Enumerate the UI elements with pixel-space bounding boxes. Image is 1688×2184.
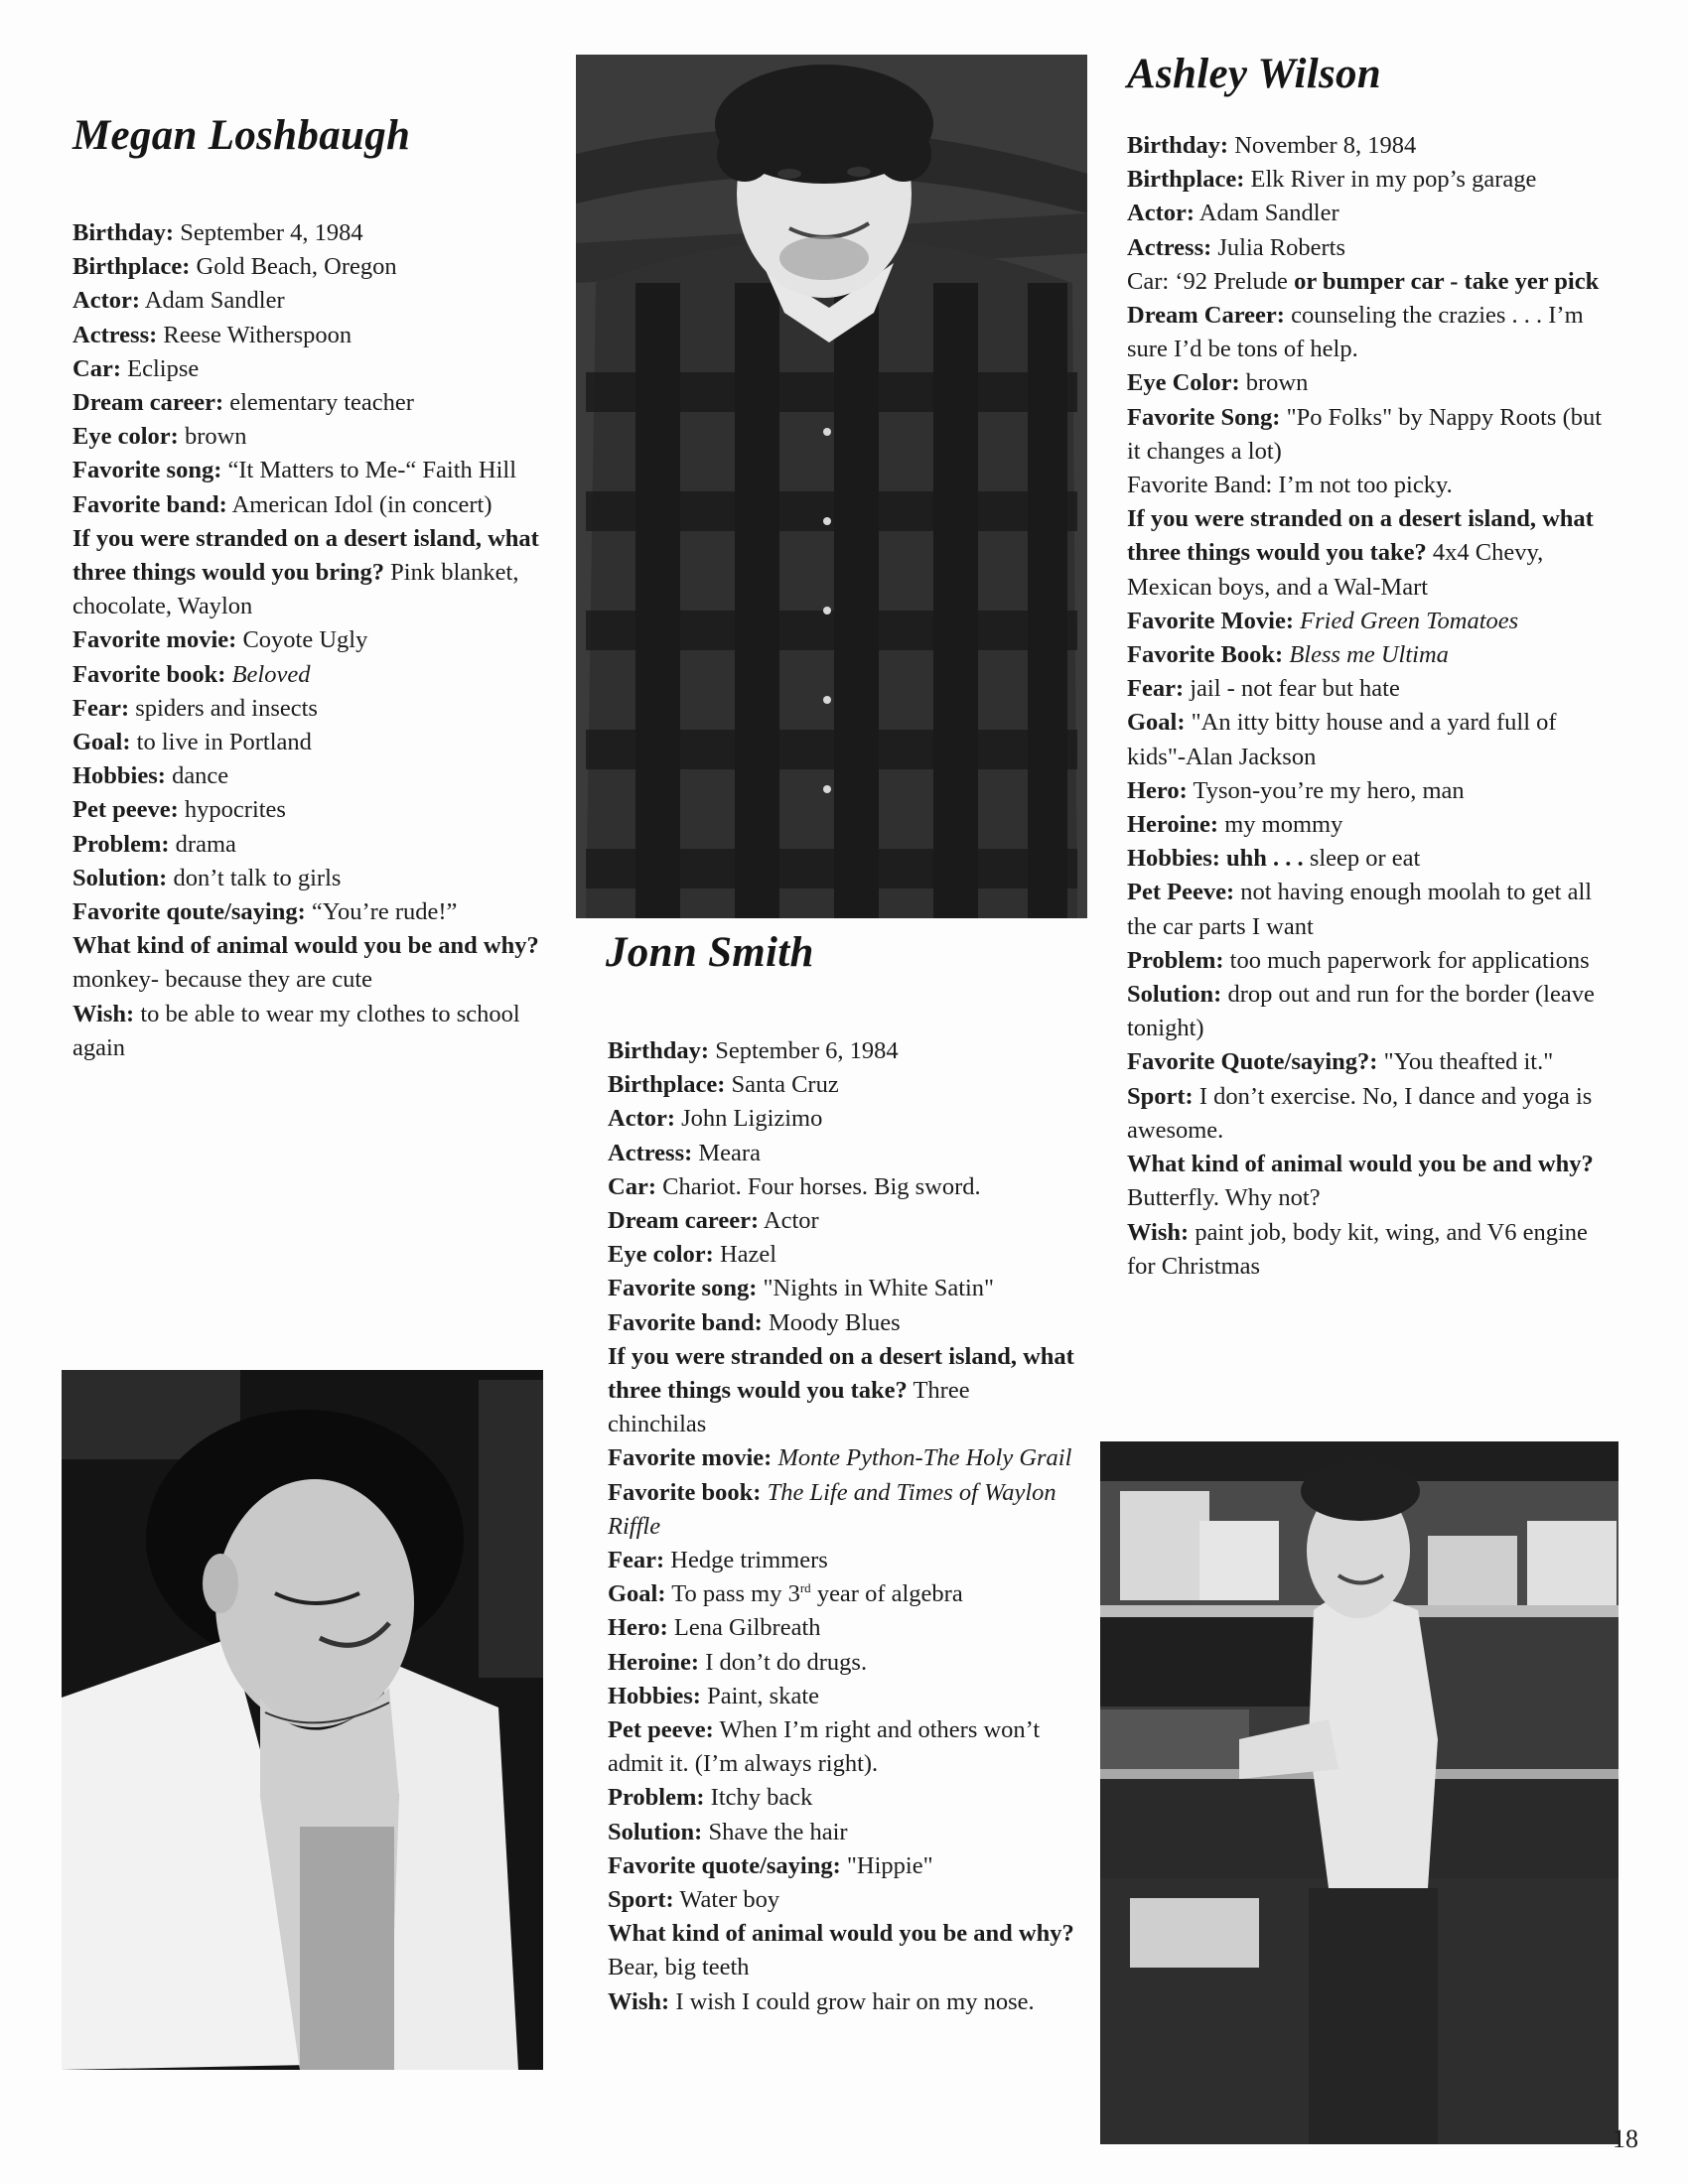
bio-line [608,1611,1074,1645]
bio-value: “It Matters to Me-“ Faith Hill [221,457,517,484]
bio-value: spiders and insects [129,694,318,722]
bio-line [72,250,539,284]
photo-jonn [576,55,1087,918]
bio-label: Problem: [1127,946,1224,974]
bio-line [1127,672,1614,706]
bio-line [608,1781,1074,1815]
bio-line [1127,129,1614,163]
bio-line [1127,197,1614,230]
bio-label: Fear: [608,1547,665,1574]
bio-value: I don’t do drugs. [699,1648,868,1676]
bio-line [1127,299,1614,366]
bio-label: Hobbies: [72,762,166,790]
bio-line [72,828,539,862]
bio-value: I don’t exercise. No, I dance and yoga is awesome. [1127,1082,1593,1144]
bio-value: Moody Blues [762,1308,901,1336]
bio-line [1127,163,1614,197]
bio-label: Birthplace: [72,253,191,281]
bio-label: Pet peeve: [72,796,179,824]
bio-label: What kind of animal would you be and why? [608,1920,1074,1948]
bio-value: Coyote Ugly [236,626,368,654]
page-number: 18 [1613,2124,1638,2153]
bio-label: Solution: [72,864,168,891]
bio-line [72,488,539,522]
bio-line [1127,944,1614,978]
bio-label: Solution: [1127,981,1222,1009]
bio-value: Three chinchilas [608,1377,970,1438]
bio-label: Fear: [72,694,130,722]
bio-line [1127,469,1614,502]
bio-line [608,1068,1074,1102]
bio-line [1127,1080,1614,1148]
bio-line [72,284,539,318]
bio-value: "Hippie" [840,1851,933,1879]
bio-label: Goal: [1127,709,1186,737]
bio-line [72,319,539,352]
bio-label: Actress: [72,321,158,348]
bio-line [608,1985,1074,2019]
bio-line [608,1476,1074,1544]
bio-value: Pink blanket, chocolate, Waylon [72,559,519,620]
bio-line [72,929,539,997]
bio-value: paint job, body kit, wing, and V6 engine for Christmas [1127,1218,1588,1280]
bio-label: Favorite book: [608,1478,762,1506]
bio-line [608,1238,1074,1272]
bio-value: to live in Portland [130,729,312,756]
bio-label: Birthday: [1127,132,1229,159]
bio-value: Santa Cruz [725,1071,839,1099]
bio-label: Favorite song: [608,1275,758,1302]
bio-label: Wish: [72,1000,135,1027]
bio-value: Monte Python-The Holy Grail [777,1444,1072,1472]
bio-line [72,623,539,657]
bio-value: Itchy back [704,1784,813,1812]
bio-line [608,1680,1074,1713]
bio-value: Adam Sandler [140,287,285,315]
bio-value: 4x4 Chevy, Mexican boys, and a Wal-Mart [1127,539,1544,601]
bio-value: Butterfly. Why not? [1127,1184,1321,1212]
bio-line [608,1917,1074,1984]
bio-label: Favorite movie: [608,1444,773,1472]
bio-line [608,1204,1074,1238]
bio-value: too much paperwork for applications [1223,946,1590,974]
bio-label: What kind of animal would you be and why? [1127,1151,1594,1178]
portrait-image [576,55,1087,918]
bio-label: Hobbies: uhh . . . [1127,845,1304,873]
bio-value: brown [1239,369,1309,397]
profile-bio-megan [72,216,539,1065]
bio-label: Solution: [608,1818,703,1845]
bio-label: Favorite band: [72,490,227,518]
bio-line [608,1646,1074,1680]
bio-line [608,1883,1074,1917]
bio-value: Lena Gilbreath [667,1614,821,1642]
photo-megan [62,1370,543,2070]
bio-line [608,1849,1074,1883]
bio-label: Pet peeve: [608,1716,714,1744]
bio-value: "You theafted it." [1377,1048,1554,1076]
bio-value: Car: ‘92 Prelude [1127,267,1295,295]
profile-name-jonn: Jonn Smith [606,929,814,976]
bio-value: September 4, 1984 [174,219,363,246]
portrait-image [1100,1441,1618,2144]
bio-label: Actor: [1127,200,1196,227]
bio-line [1127,401,1614,469]
bio-value: my mommy [1218,811,1343,839]
bio-line [1127,842,1614,876]
bio-value: "Nights in White Satin" [757,1275,995,1302]
bio-label: Problem: [72,830,170,858]
bio-value: Meara [692,1139,761,1166]
bio-label: Pet Peeve: [1127,879,1235,906]
bio-line [72,692,539,726]
bio-label: Birthday: [608,1037,710,1064]
bio-label: Birthplace: [608,1071,726,1099]
bio-value: Actor [759,1207,819,1235]
bio-label: Goal: [72,729,131,756]
bio-value: Eclipse [120,354,200,382]
photo-ashley [1100,1441,1618,2144]
bio-line [608,1272,1074,1305]
bio-value: American Idol (in concert) [226,490,492,518]
bio-line [608,1577,1074,1611]
bio-value: hypocrites [178,796,286,824]
bio-line [608,1340,1074,1442]
bio-line [72,352,539,386]
bio-value: Hedge trimmers [664,1547,828,1574]
bio-value: Beloved [231,660,311,688]
bio-label: Birthplace: [1127,166,1245,194]
bio-line [72,793,539,827]
profile-name-megan: Megan Loshbaugh [72,112,411,159]
bio-line [608,1137,1074,1170]
bio-label: Goal: [608,1580,666,1608]
bio-label: If you were stranded on a desert island, what three things would you take? [1127,505,1594,567]
bio-label: Heroine: [608,1648,700,1676]
bio-label: If you were stranded on a desert island, what three things would you bring? [72,524,539,587]
bio-label: Wish: [1127,1218,1190,1246]
bio-value: Fried Green Tomatoes [1300,607,1519,634]
bio-value: Chariot. Four horses. Big sword. [655,1172,981,1200]
bio-value: Shave the hair [702,1818,848,1845]
bio-label: Favorite Quote/saying?: [1127,1048,1378,1076]
bio-label: Wish: [608,1987,670,2015]
bio-line [1127,774,1614,808]
bio-label: Car: [608,1172,656,1200]
bio-label: Dream career: [608,1207,760,1235]
bio-value: to be able to wear my clothes to school again [72,1000,520,1061]
bio-line [72,386,539,420]
bio-line [608,1441,1074,1475]
bio-value: sleep or eat [1303,845,1421,873]
bio-label: Favorite qoute/saying: [72,898,306,926]
profile-name-ashley: Ashley Wilson [1127,51,1381,97]
bio-line [72,759,539,793]
bio-value: Gold Beach, Oregon [190,253,397,281]
bio-label: Eye Color: [1127,369,1240,397]
bio-value: monkey- because they are cute [72,966,373,994]
bio-line [1127,231,1614,265]
bio-value: Favorite Band: I’m not too picky. [1127,472,1453,499]
bio-value: Tyson-you’re my hero, man [1187,776,1465,804]
profile-bio-ashley [1127,129,1614,1284]
bio-label: Eye color: [608,1241,714,1269]
bio-value: September 6, 1984 [709,1037,899,1064]
bio-value: I wish I could grow hair on my nose. [669,1987,1035,2015]
bio-value: The Life and Times of Waylon Riffle [608,1478,1056,1540]
bio-label: Sport: [1127,1082,1194,1110]
bio-line [608,1102,1074,1136]
bio-label: Problem: [608,1784,705,1812]
bio-line [608,1034,1074,1068]
bio-label: Birthday: [72,219,175,246]
bio-value: not having enough moolah to get all the car parts I want [1127,879,1593,940]
bio-label: Actor: [72,287,141,315]
bio-line [608,1544,1074,1577]
bio-line [72,862,539,895]
bio-line [608,1816,1074,1849]
bio-label: Actress: [608,1139,693,1166]
bio-line [72,420,539,454]
bio-value: Paint, skate [700,1682,820,1709]
bio-line [72,726,539,759]
bio-line [1127,1148,1614,1215]
bio-label: Favorite movie: [72,626,237,654]
bio-value: year of algebra [810,1580,963,1608]
bio-value: November 8, 1984 [1228,132,1417,159]
bio-value: John Ligizimo [675,1105,823,1133]
bio-label: Car: [72,354,121,382]
bio-line [1127,1216,1614,1284]
profile-bio-jonn [608,1034,1074,2019]
bio-value: counseling the crazies . . . I’m sure I’d be tons of help. [1127,302,1584,363]
bio-value: Elk River in my pop’s garage [1244,166,1537,194]
bio-label: Fear: [1127,675,1185,703]
bio-value: jail - not fear but hate [1184,675,1400,703]
bio-value: drama [169,830,236,858]
bio-line [608,1170,1074,1204]
bio-label: Actress: [1127,233,1212,261]
bio-line [1127,706,1614,773]
bio-label: Hero: [1127,776,1188,804]
bio-value: don’t talk to girls [167,864,342,891]
bio-value: Bless me Ultima [1289,641,1449,669]
bio-value: Hazel [713,1241,777,1269]
bio-value: drop out and run for the border (leave tonight) [1127,981,1595,1042]
bio-label: Hobbies: [608,1682,701,1709]
bio-line [1127,808,1614,842]
bio-label: or bumper car - take yer pick [1294,267,1600,295]
bio-label: Favorite book: [72,660,226,688]
bio-value: To pass my 3 [665,1580,800,1608]
bio-value: "An itty bitty house and a yard full of kids"-Alan Jackson [1127,709,1557,770]
bio-line [72,522,539,624]
bio-line [1127,978,1614,1045]
bio-line [72,658,539,692]
bio-value: "Po Folks" by Nappy Roots (but it changes a lot) [1127,403,1603,465]
bio-value: rd [799,1580,811,1596]
bio-line [1127,876,1614,943]
bio-label: Heroine: [1127,811,1219,839]
bio-line [72,998,539,1065]
bio-label: Favorite quote/saying: [608,1851,841,1879]
bio-value: Adam Sandler [1195,200,1339,227]
bio-label: Dream Career: [1127,302,1285,330]
bio-line [1127,502,1614,605]
bio-label: Favorite band: [608,1308,763,1336]
bio-value: brown [178,423,247,451]
bio-value: Reese Witherspoon [157,321,352,348]
bio-label: If you were stranded on a desert island, what three things would you take? [608,1342,1074,1405]
bio-line [1127,638,1614,672]
bio-label: Dream career: [72,389,224,417]
bio-label: Favorite song: [72,457,222,484]
portrait-image [62,1370,543,2070]
bio-value: dance [165,762,229,790]
bio-value: Julia Roberts [1211,233,1346,261]
bio-label: Favorite Song: [1127,403,1281,431]
bio-line [1127,1045,1614,1079]
bio-line [608,1713,1074,1781]
bio-line [72,454,539,487]
bio-label: Actor: [608,1105,676,1133]
bio-label: Favorite Movie: [1127,607,1295,634]
bio-line [1127,605,1614,638]
bio-line [608,1306,1074,1340]
bio-label: Sport: [608,1886,674,1914]
bio-label: Hero: [608,1614,668,1642]
bio-value: When I’m right and others won’t admit it. (I’m always right). [608,1716,1041,1778]
bio-value: elementary teacher [223,389,414,417]
bio-label: Favorite Book: [1127,641,1284,669]
bio-value: “You’re rude!” [305,898,458,926]
bio-line [1127,265,1614,299]
bio-value: Water boy [673,1886,780,1914]
bio-label: Eye color: [72,423,179,451]
bio-label: What kind of animal would you be and why? [72,932,539,960]
bio-line [72,895,539,929]
bio-value: Bear, big teeth [608,1954,750,1981]
bio-line [72,216,539,250]
bio-line [1127,366,1614,400]
